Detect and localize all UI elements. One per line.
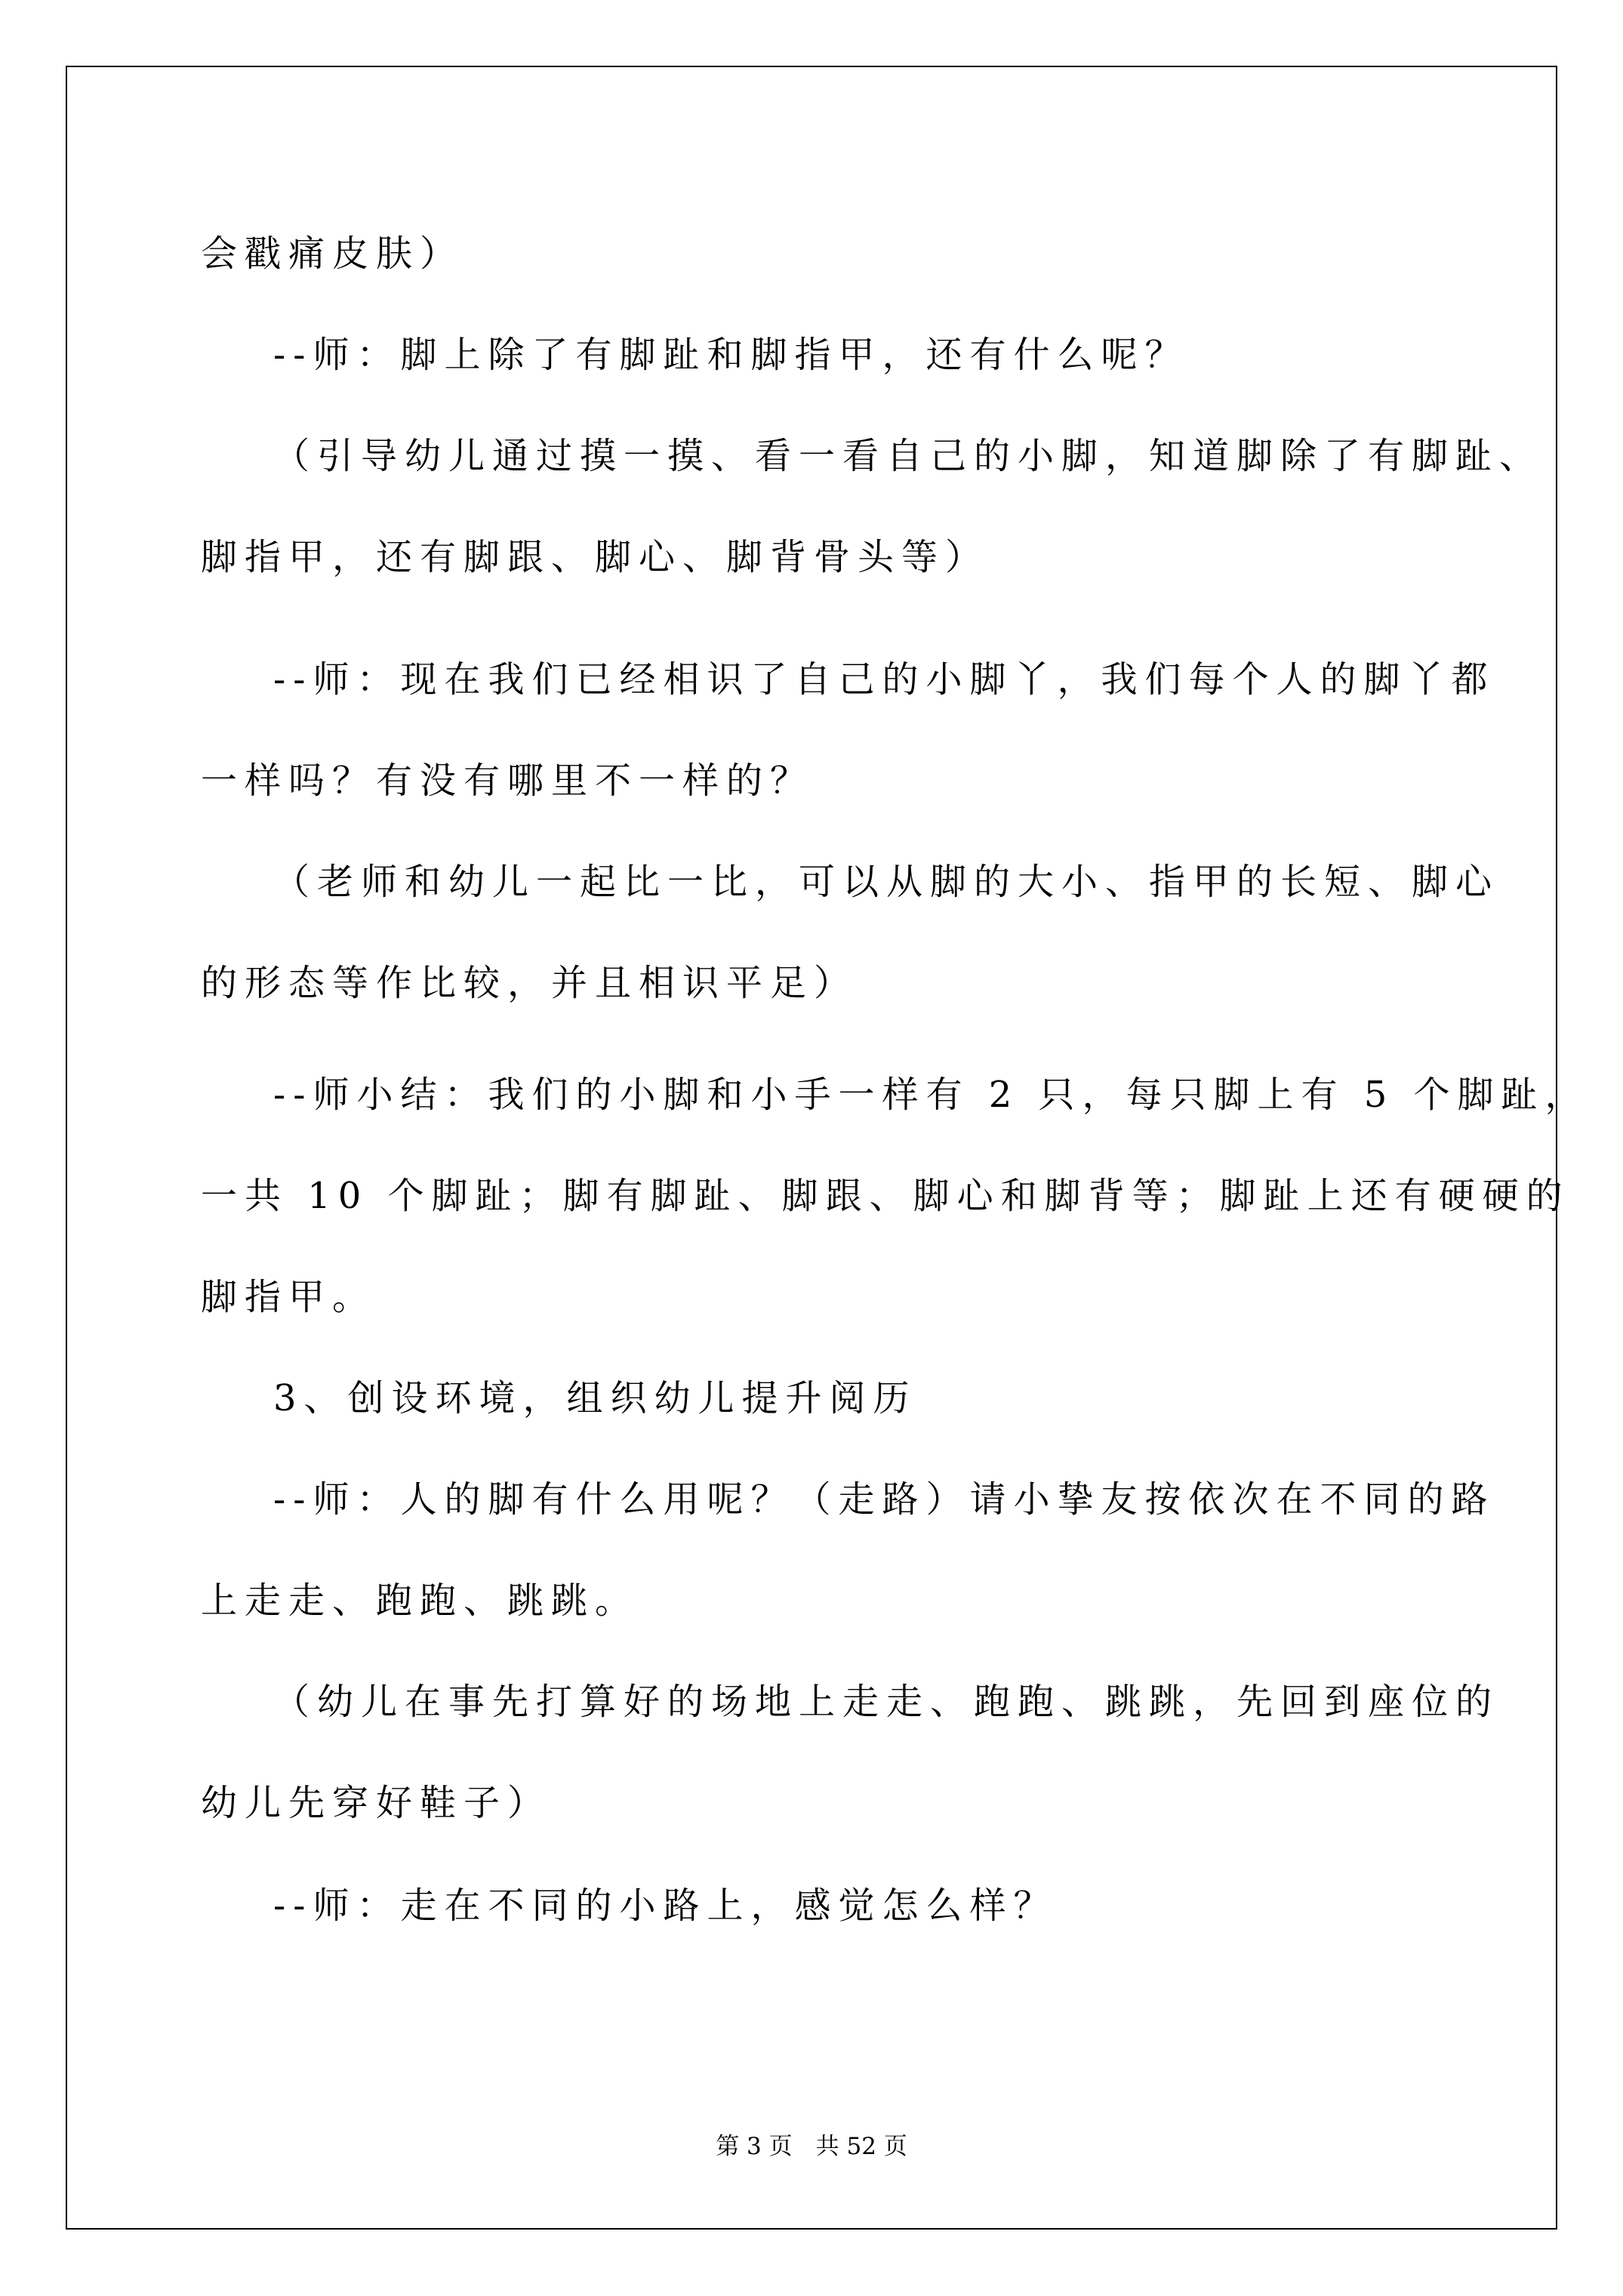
- text-line-17: --师：走在不同的小路上，感觉怎么样？: [273, 1885, 1058, 1927]
- text-line-9: --师小结：我们的小脚和小手一样有 2 只，每只脚上有 5 个脚趾，: [273, 1074, 1589, 1116]
- text-line-16: 幼儿先穿好鞋子）: [201, 1782, 552, 1824]
- text-line-5: --师：现在我们已经相识了自己的小脚丫，我们每个人的脚丫都: [273, 658, 1495, 701]
- text-line-1: 会戳痛皮肤）: [201, 233, 464, 275]
- text-line-11: 脚指甲。: [201, 1276, 377, 1318]
- page-footer: 第 3 页 共 52 页: [716, 2133, 907, 2160]
- text-line-13: --师：人的脚有什么用呢？（走路）请小挚友按依次在不同的路: [273, 1478, 1495, 1521]
- text-line-7: （老师和幼儿一起比一比，可以从脚的大小、指甲的长短、脚心: [273, 861, 1500, 903]
- text-line-6: 一样吗？有没有哪里不一样的？: [201, 760, 815, 802]
- text-line-4: 脚指甲，还有脚跟、脚心、脚背骨头等）: [201, 536, 990, 578]
- text-line-12: 3、创设环境，组织幼儿提升阅历: [273, 1377, 917, 1419]
- text-line-8: 的形态等作比较，并且相识平足）: [201, 962, 858, 1004]
- text-line-14: 上走走、跑跑、跳跳。: [201, 1579, 639, 1622]
- text-line-10: 一共 10 个脚趾；脚有脚趾、脚跟、脚心和脚背等；脚趾上还有硬硬的: [201, 1175, 1570, 1217]
- text-line-2: --师：脚上除了有脚趾和脚指甲，还有什么呢？: [273, 334, 1189, 376]
- text-line-3: （引导幼儿通过摸一摸、看一看自己的小脚，知道脚除了有脚趾、: [273, 435, 1544, 477]
- text-line-15: （幼儿在事先打算好的场地上走走、跑跑、跳跳，先回到座位的: [273, 1681, 1500, 1723]
